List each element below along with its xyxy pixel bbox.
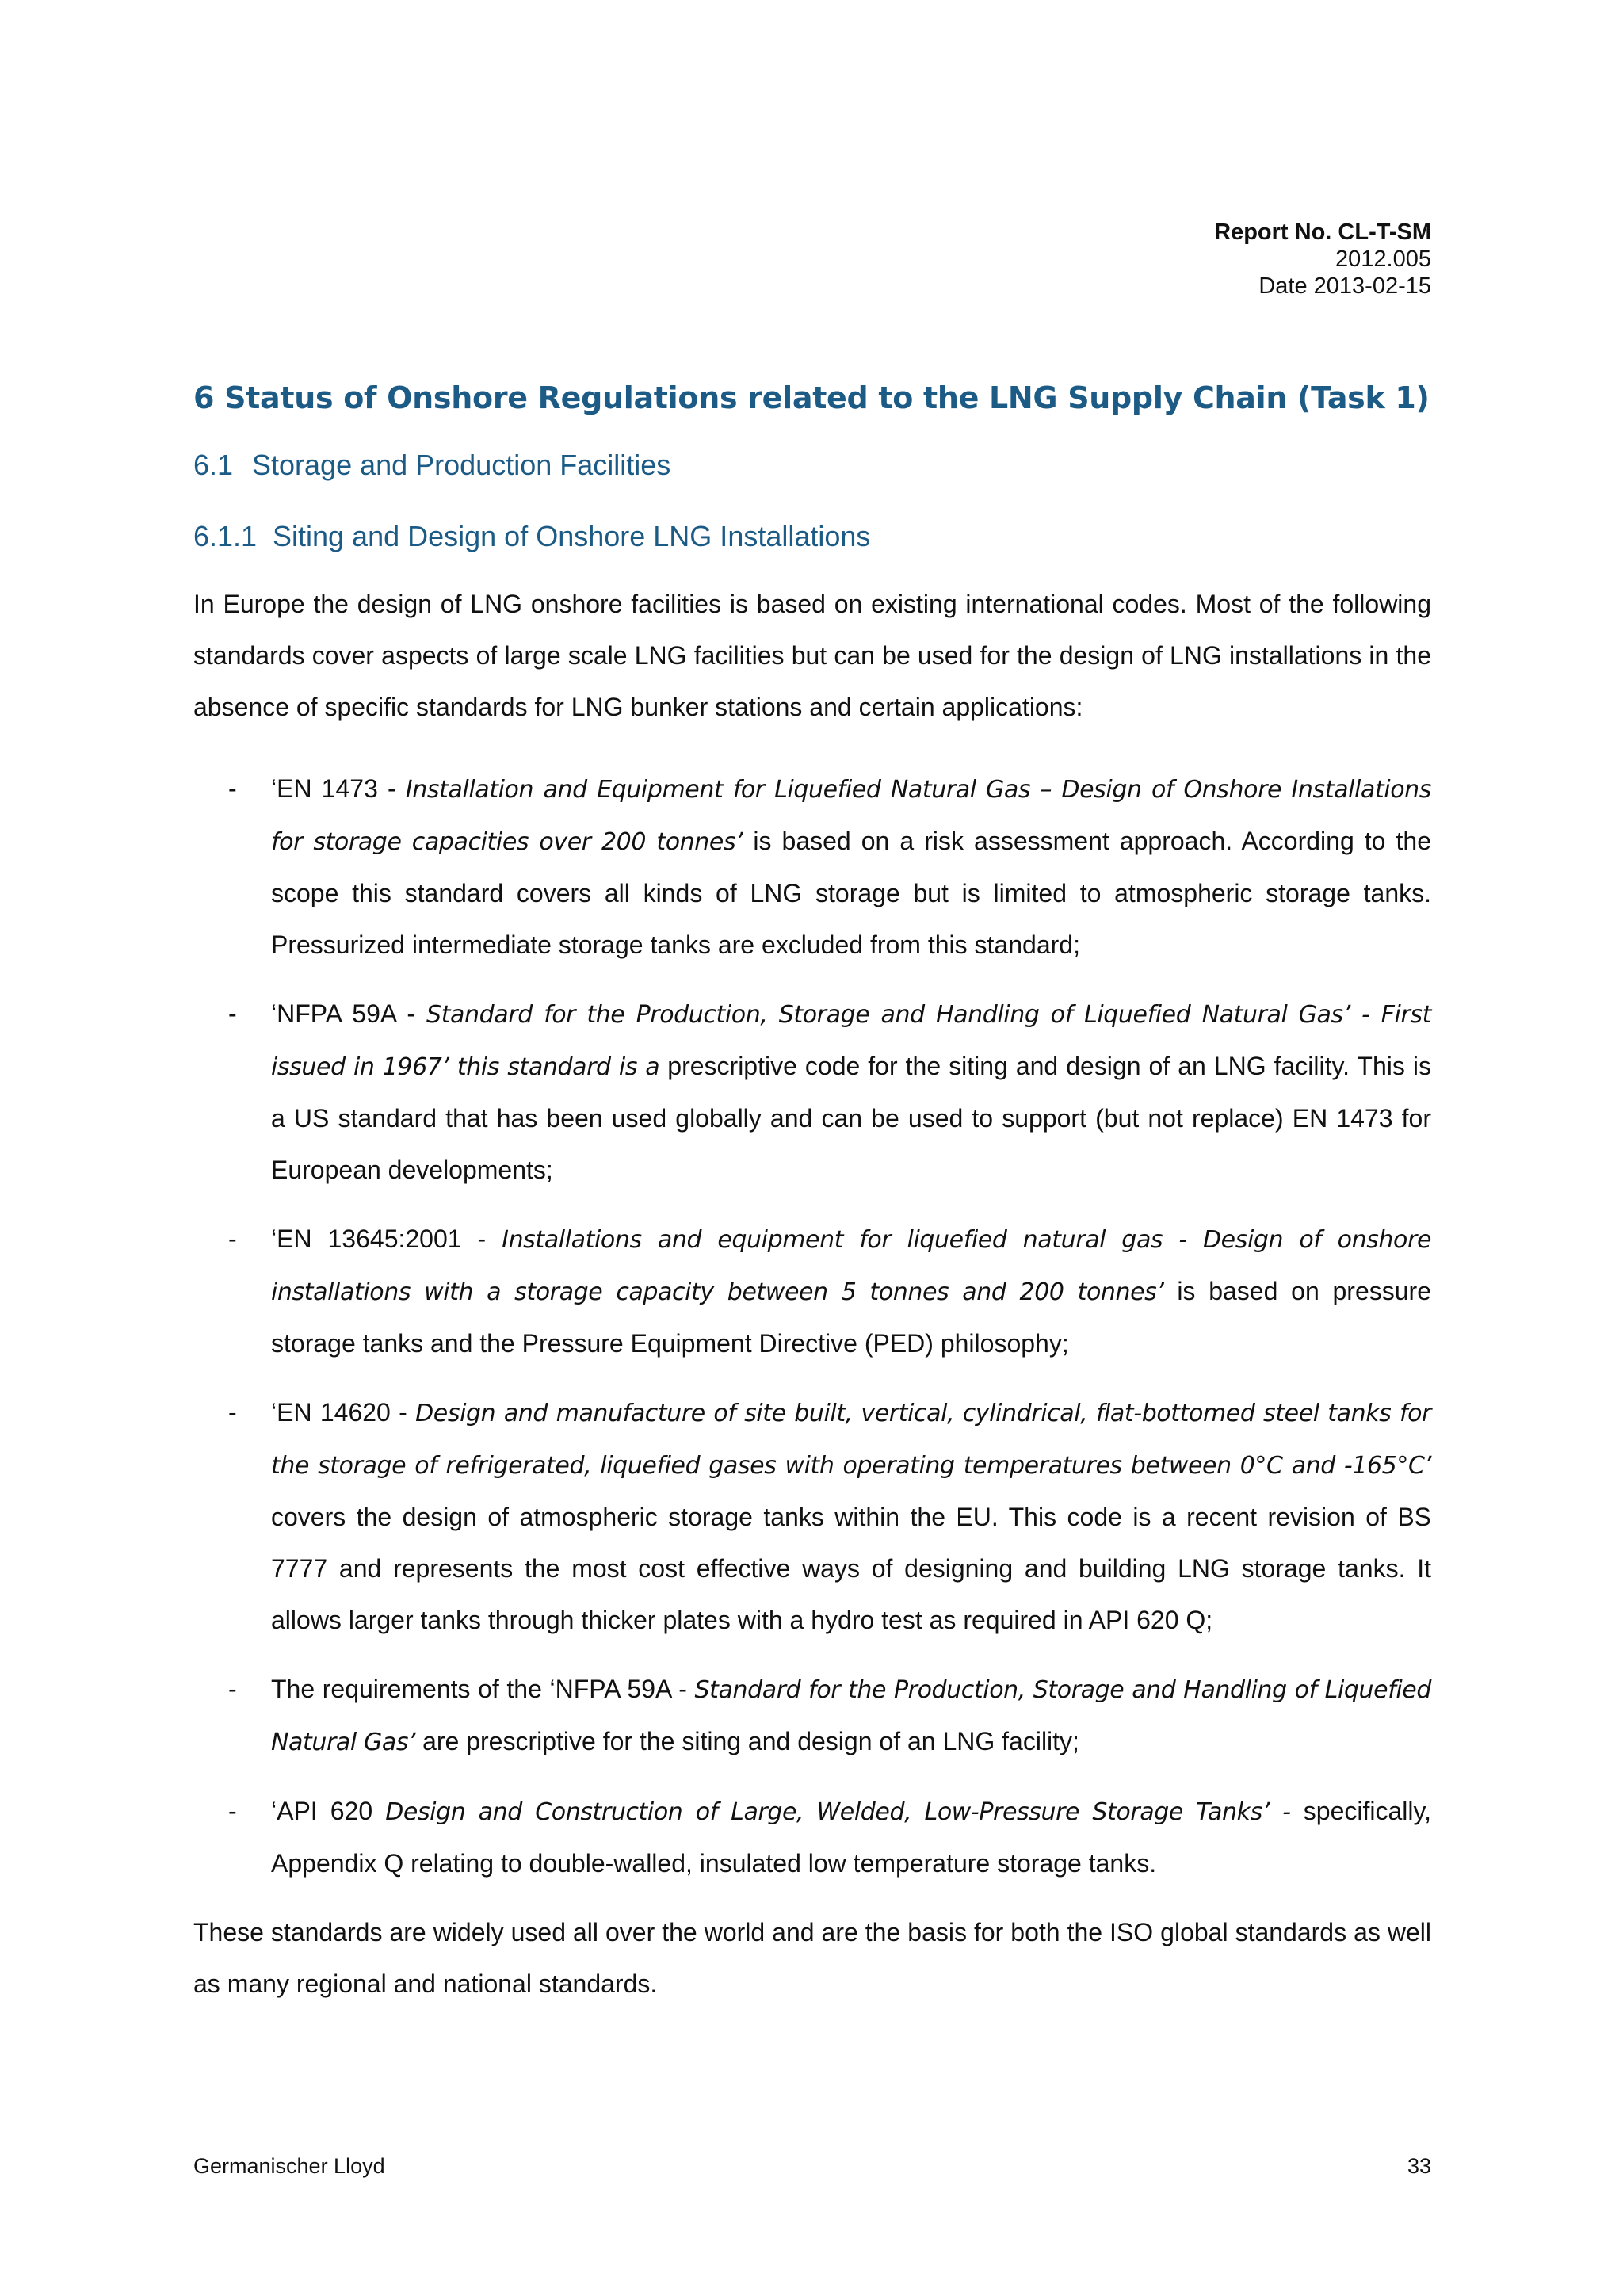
report-number: Report No. CL-T-SM	[1214, 220, 1431, 245]
section-heading	[193, 444, 1431, 487]
report-id: 2012.005	[1335, 246, 1431, 272]
chapter-title: 6 Status of Onshore Regulations related to the LNG Supply Chain (Task 1)	[193, 380, 1430, 415]
standard-lead: ‘API 620	[271, 1797, 386, 1825]
standard-title: Standard for the Production, Storage and Handling of Liquefied Natural Gas’ - First issued in 1967’ this standard is a	[271, 1001, 1432, 1081]
list-item	[193, 1664, 1431, 1768]
section-number: 6.1	[193, 449, 234, 481]
standard-title: Installations and equipment for liquefied natural gas - Design of onshore installations with a storage capacity between 5 tonnes and 200 tonnes’	[271, 1226, 1431, 1306]
standard-lead: ‘EN 13645:2001 -	[271, 1224, 502, 1253]
list-dash: -	[228, 999, 237, 1028]
standard-lead: ‘NFPA 59A -	[271, 999, 427, 1028]
standard-title: Installation and Equipment for Liquefied Natural Gas – Design of Onshore Installations for storage capacities over 200 tonnes’	[271, 776, 1432, 856]
section-title: Storage and Production Facilities	[252, 449, 671, 481]
standard-description: specifically, Appendix Q relating to double-walled, insulated low temperature storage tanks.	[271, 1797, 1432, 1878]
standard-title: Design and manufacture of site built, vertical, cylindrical, flat-bottomed steel tanks for the storage of refrigerated, liquefied gases with operating temperatures between 0°C and -165°C’	[271, 1400, 1431, 1480]
list-item	[193, 1786, 1431, 1889]
list-item	[193, 763, 1431, 971]
standard-description: is based on a risk assessment approach. According to the scope this standard covers all kinds of LNG storage but is limited to atmospheric storage tanks. Pressurized intermediate storage tanks are excluded from this standard;	[271, 827, 1432, 959]
intro-paragraph: In Europe the design of LNG onshore facilities is based on existing international codes. Most of the following standards cover aspects of large scale LNG facilities but can be used for the design of LNG installations in the absence of specific standards for LNG bunker stations and certain applications:	[193, 590, 1431, 721]
standard-title: Standard for the Production, Storage and Handling of Liquefied Natural Gas’	[271, 1676, 1432, 1756]
list-dash: -	[228, 774, 237, 803]
list-dash: -	[228, 1398, 237, 1427]
subsection-title: Siting and Design of Onshore LNG Installations	[273, 520, 871, 552]
standard-lead: ‘EN 1473 -	[271, 774, 406, 803]
standard-description: prescriptive code for the siting and design of an LNG facility. This is a US standard that has been used globally and can be used to support (but not replace) EN 1473 for European developments;	[271, 1052, 1431, 1184]
subsection-heading	[193, 515, 1431, 558]
standard-description: is based on pressure storage tanks and the Pressure Equipment Directive (PED) philosophy;	[271, 1277, 1431, 1358]
subsection-number: 6.1.1	[193, 520, 258, 552]
report-date: Date 2013-02-15	[1258, 273, 1431, 299]
list-dash: -	[228, 1224, 237, 1253]
standard-description: are prescriptive for the siting and design of an LNG facility;	[415, 1727, 1079, 1755]
list-dash: -	[228, 1797, 237, 1825]
standard-title: Design and Construction of Large, Welded, Low-Pressure Storage Tanks’ -	[385, 1798, 1291, 1826]
list-dash: -	[228, 1675, 237, 1703]
standard-lead: ‘EN 14620 -	[271, 1398, 416, 1427]
footer-company: Germanischer Lloyd	[193, 2154, 385, 2178]
standards-list	[193, 763, 1431, 1889]
report-header	[956, 219, 1431, 300]
page-number: 33	[1407, 2154, 1431, 2178]
page-content	[193, 376, 1431, 2010]
list-item	[193, 988, 1431, 1196]
standard-description: covers the design of atmospheric storage tanks within the EU. This code is a recent revision of BS 7777 and represents the most cost effective ways of designing and building LNG storage tanks. It allows larger tanks through thicker plates with a hydro test as required in API 620 Q;	[271, 1503, 1431, 1634]
list-item	[193, 1213, 1431, 1370]
list-item	[193, 1387, 1431, 1646]
closing-paragraph: These standards are widely used all over the world and are the basis for both the ISO global standards as well as many regional and national standards.	[193, 1918, 1431, 1998]
standard-lead: The requirements of the ‘NFPA 59A -	[271, 1675, 695, 1703]
